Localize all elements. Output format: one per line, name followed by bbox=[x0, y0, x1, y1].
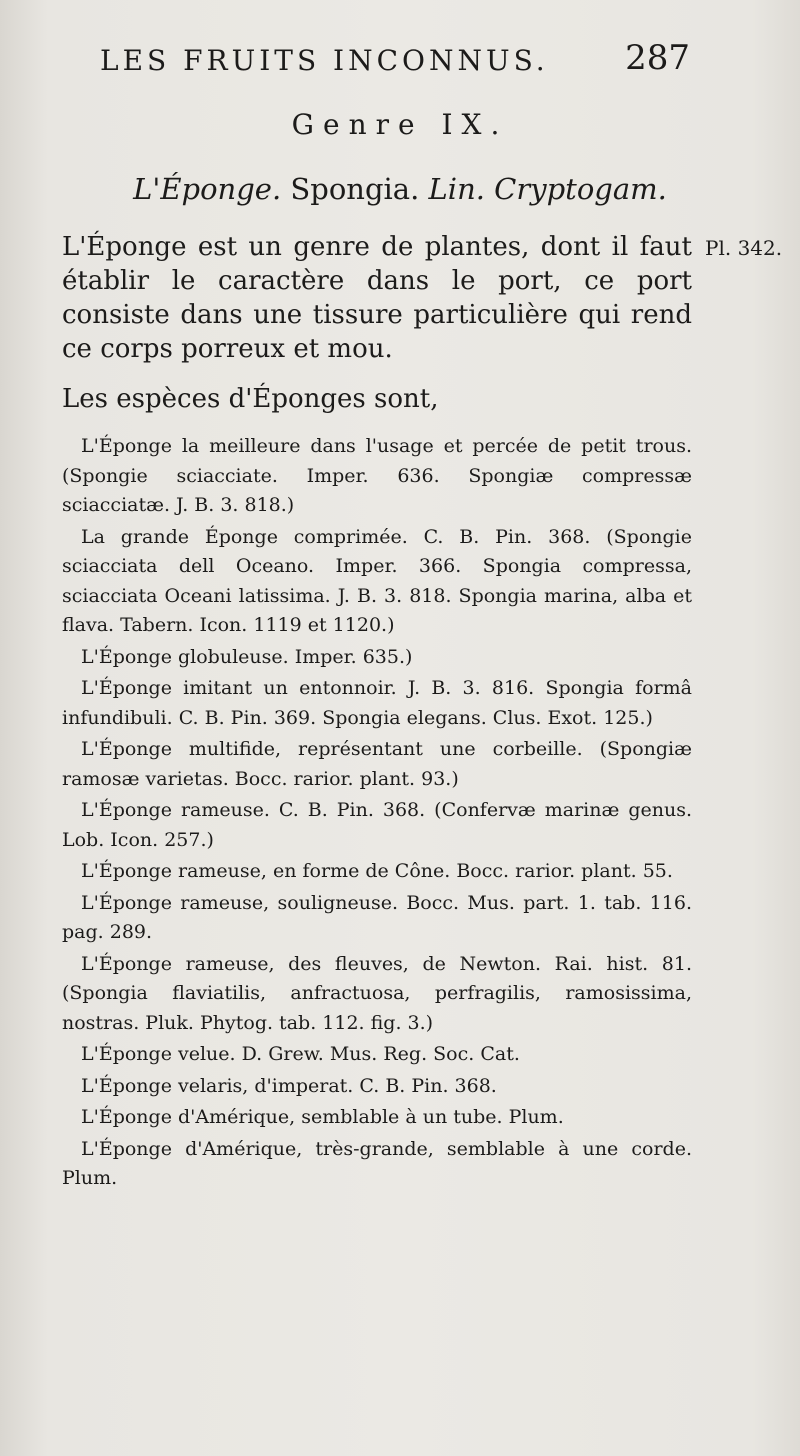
genre-heading: Genre IX. bbox=[291, 108, 509, 141]
species-entry: L'Éponge velue. D. Grew. Mus. Reg. Soc. Cat. bbox=[81, 1043, 520, 1065]
species-list bbox=[62, 432, 692, 1196]
species-entry: L'Éponge multifide, représentant une corbeille. (Spongiæ ramosæ varietas. Bocc. rarior. plant. 93.) bbox=[62, 738, 692, 790]
subtitle-french-name: L'Éponge. bbox=[133, 172, 282, 206]
page-header bbox=[90, 38, 700, 94]
species-entry: L'Éponge d'Amérique, semblable à un tube. Plum. bbox=[81, 1106, 564, 1128]
running-head: LES FRUITS INCONNUS. bbox=[100, 44, 549, 77]
species-entry: La grande Éponge comprimée. C. B. Pin. 368. (Spongie sciacciata dell Oceano. Imper. 366. Spongia compressa, sciacciata Oceani latissima. J. B. 3. 818. Spongia marina, alba et flava. Tabern. Icon. 1119 et 1120.) bbox=[62, 525, 692, 636]
species-entry: L'Éponge d'Amérique, très-grande, semblable à une corde. Plum. bbox=[62, 1137, 692, 1189]
plate-reference: Pl. 342. bbox=[705, 236, 783, 260]
page-number: 287 bbox=[625, 38, 690, 78]
species-entry: L'Éponge rameuse, souligneuse. Bocc. Mus. part. 1. tab. 116. pag. 289. bbox=[62, 891, 692, 943]
intro-paragraph: L'Éponge est un genre de plantes, dont il faut établir le caractère dans le port, ce port consiste dans une tissure particulière qui rend ce corps porreux et mou. bbox=[62, 232, 692, 364]
subtitle-latin-name: Spongia. bbox=[290, 172, 420, 206]
species-entry: L'Éponge la meilleure dans l'usage et percée de petit trous. (Spongie sciacciate. Imper. 636. Spongiæ compressæ sciacciatæ. J. B. 3. 818.) bbox=[62, 435, 692, 516]
species-heading: Les espèces d'Éponges sont, bbox=[62, 384, 439, 414]
subtitle-classification: Lin. Cryptogam. bbox=[428, 172, 667, 206]
species-entry: L'Éponge globuleuse. Imper. 635.) bbox=[81, 645, 413, 668]
species-entry: L'Éponge imitant un entonnoir. J. B. 3. 816. Spongia formâ infundibuli. C. B. Pin. 369. Spongia elegans. Clus. Exot. 125.) bbox=[62, 677, 692, 729]
genus-subtitle bbox=[0, 172, 800, 206]
species-entry: L'Éponge rameuse. C. B. Pin. 368. (Confervæ marinæ genus. Lob. Icon. 257.) bbox=[62, 799, 692, 851]
species-entry: L'Éponge velaris, d'imperat. C. B. Pin. 368. bbox=[81, 1074, 497, 1097]
species-entry: L'Éponge rameuse, en forme de Cône. Bocc. rarior. plant. 55. bbox=[81, 860, 673, 882]
species-entry: L'Éponge rameuse, des fleuves, de Newton. Rai. hist. 81. (Spongia flaviatilis, anfractuosa, perfragilis, ramosissima, nostras. Pluk. Phytog. tab. 112. fig. 3.) bbox=[62, 952, 692, 1034]
